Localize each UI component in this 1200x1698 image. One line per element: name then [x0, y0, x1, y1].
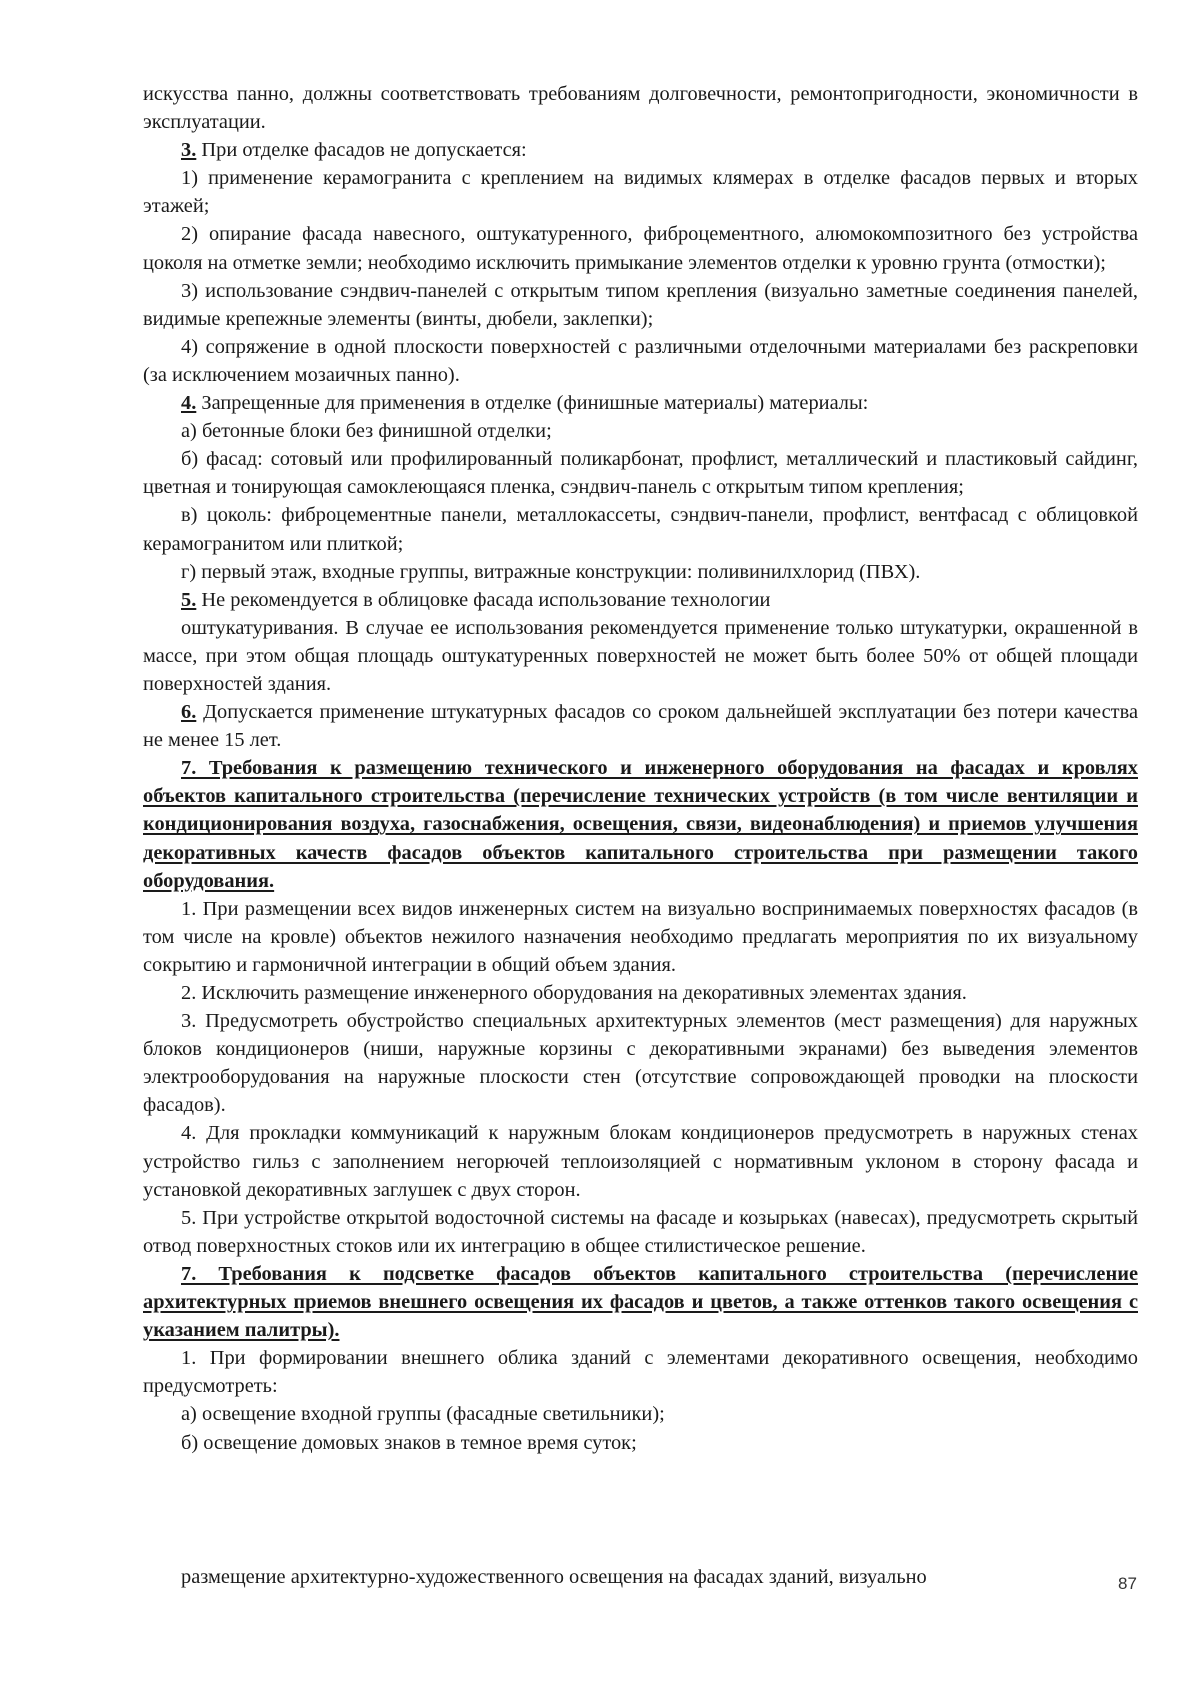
- section-3-item: 3) использование сэндвич-панелей с открытым типом крепления (визуально заметные соединения панелей, видимые крепежные элементы (винты, дюбели, заклепки);: [143, 279, 1138, 330]
- section-7-lighting-heading: 7. Требования к подсветке фасадов объектов капитального строительства (перечисление архитектурных приемов внешнего освещения их фасадов и цветов, а также оттенков такого освещения с указанием палитры).: [143, 1262, 1138, 1342]
- section-7-equipment-heading: 7. Требования к размещению технического и инженерного оборудования на фасадах и кровлях объектов капитального строительства (перечисление технических устройств (в том числе вентиляции и кондиционирования воздуха, газоснабжения, освещения, связи, видеонаблюдения) и приемов улучшения декоративных качеств фасадов объектов капитального строительства при размещении такого оборудования.: [143, 757, 1138, 892]
- section-4-text: Запрещенные для применения в отделке (финишные материалы) материалы:: [196, 392, 869, 415]
- lighting-item: а) освещение входной группы (фасадные светильники);: [181, 1403, 665, 1426]
- section-3-text: При отделке фасадов не допускается:: [196, 139, 527, 162]
- section-4-item: б) фасад: сотовый или профилированный поликарбонат, профлист, металлический и пластиковый сайдинг, цветная и тонирующая самоклеющаяся пленка, сэндвич-панель с открытым типом крепления;: [143, 448, 1138, 499]
- section-4-item: а) бетонные блоки без финишной отделки;: [181, 420, 552, 443]
- section-6: [143, 698, 1138, 754]
- section-3-item: 1) применение керамогранита с креплением на видимых клямерах в отделке фасадов первых и вторых этажей;: [143, 167, 1138, 218]
- page-number: 87: [1118, 1574, 1137, 1593]
- section-4-item: в) цоколь: фиброцементные панели, металлокассеты, сэндвич-панели, профлист, вентфасад с облицовкой керамогранитом или плиткой;: [143, 504, 1138, 555]
- equipment-item: 4. Для прокладки коммуникаций к наружным блокам кондиционеров предусмотреть в наружных стенах устройство гильз с заполнением негорючей теплоизоляцией с нормативным уклоном в сторону фасада и установкой декоративных заглушек с двух сторон.: [143, 1122, 1138, 1201]
- document-body: [143, 80, 1138, 1457]
- final-line: размещение архитектурно-художественного освещения на фасадах зданий, визуально: [181, 1566, 927, 1588]
- equipment-item: 1. При размещении всех видов инженерных систем на визуально воспринимаемых поверхностях фасадов (в том числе на кровле) объектов нежилого назначения необходимо предлагать мероприятия по их визуальному сокрытию и гармоничной интеграции в общий объем здания.: [143, 897, 1138, 976]
- section-3-number: 3.: [181, 139, 197, 162]
- section-4-item: г) первый этаж, входные группы, витражные конструкции: поливинилхлорид (ПВХ).: [181, 560, 921, 583]
- section-5-text: Не рекомендуется в облицовке фасада использование технологии: [196, 588, 771, 611]
- lighting-item: 1. При формировании внешнего облика зданий с элементами декоративного освещения, необходимо предусмотреть:: [143, 1347, 1138, 1398]
- section-3-item: 2) опирание фасада навесного, оштукатуренного, фиброцементного, алюмокомпозитного без устройства цоколя на отметке земли; необходимо исключить примыкание элементов отделки к уровню грунта (отмостки);: [143, 223, 1138, 274]
- section-5-continuation: оштукатуривания. В случае ее использования рекомендуется применение только штукатурки, окрашенной в массе, при этом общая площадь оштукатуренных поверхностей не может быть более 50% от общей площади поверхностей здания.: [143, 616, 1138, 695]
- section-5-heading: [143, 586, 1138, 614]
- section-4-heading: [143, 389, 1138, 417]
- section-4-number: 4.: [181, 392, 197, 415]
- section-5-number: 5.: [181, 588, 197, 611]
- equipment-item: 2. Исключить размещение инженерного оборудования на декоративных элементах здания.: [181, 982, 967, 1004]
- section-3-heading: [143, 136, 1138, 164]
- equipment-item: 5. При устройстве открытой водосточной системы на фасаде и козырьках (навесах), предусмотреть скрытый отвод поверхностных стоков или их интеграцию в общее стилистическое решение.: [143, 1206, 1138, 1257]
- section-6-number: 6.: [181, 701, 197, 724]
- section-6-text: Допускается применение штукатурных фасадов со сроком дальнейшей эксплуатации без потери качества не менее 15 лет.: [143, 701, 1138, 752]
- equipment-item: 3. Предусмотреть обустройство специальных архитектурных элементов (мест размещения) для наружных блоков кондиционеров (ниши, наружные корзины с декоративными экранами) без выведения элементов электрооборудования на наружные плоскости стен (отсутствие сопровождающей проводки на плоскости фасадов).: [143, 1010, 1138, 1117]
- section-3-item: 4) сопряжение в одной плоскости поверхностей с различными отделочными материалами без раскреповки (за исключением мозаичных панно).: [143, 335, 1138, 386]
- lighting-item: б) освещение домовых знаков в темное время суток;: [181, 1431, 637, 1454]
- paragraph-intro: искусства панно, должны соответствовать требованиям долговечности, ремонтопригодности, экономичности в эксплуатации.: [143, 83, 1138, 134]
